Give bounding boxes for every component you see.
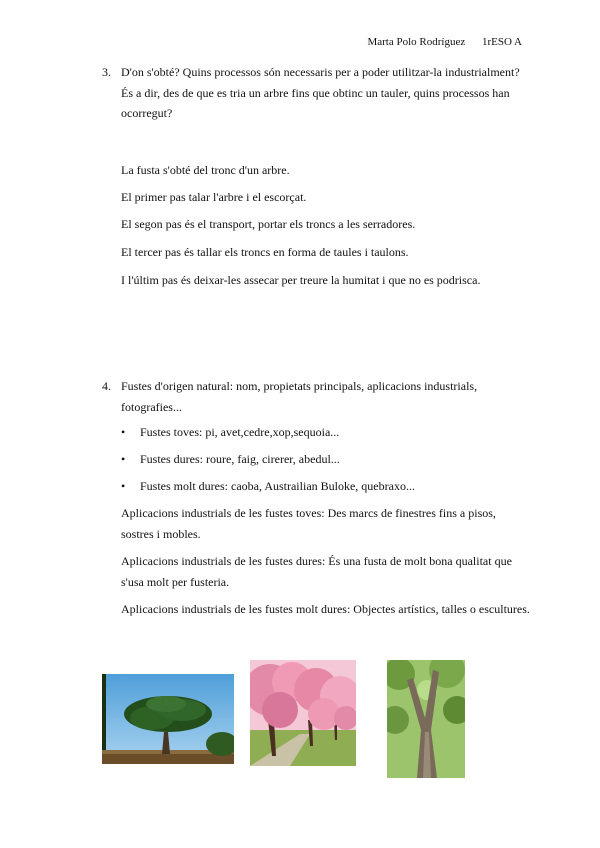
question-3-number: 3.: [102, 65, 111, 79]
answer-3-line-5: I l'últim pas és deixar-les assecar per treure la humitat i que no es podrisca.: [121, 273, 481, 287]
cherry-blossom-photo: [250, 660, 356, 766]
question-4-text: Fustes d'origen natural: nom, propietats principals, aplicacions industrials, fotografies...: [121, 379, 478, 414]
bullet-text: Fustes dures: roure, faig, cirerer, abedul...: [140, 452, 340, 466]
application-very-hard-woods: Aplicacions industrials de les fustes molt dures: Objectes artístics, talles o escultures.: [121, 602, 530, 616]
bullet-icon: •: [121, 425, 126, 439]
bullet-text: Fustes toves: pi, avet,cedre,xop,sequoia...: [140, 425, 340, 439]
question-4: [102, 376, 522, 417]
question-3-text: D'on s'obté? Quins processos són necessaris per a poder utilitzar-la industrialment? És a dir, des de que es tria un arbre fins que obtinc un tauler, quins processos han ocorregut?: [121, 65, 520, 120]
tree-trunk-photo: [387, 660, 465, 778]
bullet-icon: •: [121, 452, 126, 466]
bullet-hard-woods: [121, 451, 340, 467]
pine-tree-photo: [102, 674, 234, 764]
answer-3-line-4: El tercer pas és tallar els troncs en forma de taules i taulons.: [121, 245, 409, 259]
question-3: [102, 62, 522, 124]
answer-3-line-2: El primer pas talar l'arbre i el escorçat.: [121, 190, 307, 204]
application-hard-woods: Aplicacions industrials de les fustes dures: És una fusta de molt bona qualitat que s'usa molt per fusteria.: [121, 554, 512, 589]
question-4-number: 4.: [102, 379, 111, 393]
bullet-icon: •: [121, 479, 126, 493]
answer-3-line-3: El segon pas és el transport, portar els troncs a les serradores.: [121, 217, 416, 231]
bullet-soft-woods: [121, 424, 339, 440]
page-header: [353, 36, 522, 48]
class-name: 1rESO A: [481, 36, 522, 48]
bullet-very-hard-woods: [121, 478, 415, 494]
author-name: Marta Polo Rodríguez: [367, 36, 466, 48]
answer-3-line-1: La fusta s'obté del tronc d'un arbre.: [121, 163, 290, 177]
application-soft-woods: Aplicacions industrials de les fustes toves: Des marcs de finestres fins a pisos, sostres i mobles.: [121, 506, 496, 541]
bullet-text: Fustes molt dures: caoba, Austrailian Buloke, quebraxo...: [140, 479, 415, 493]
